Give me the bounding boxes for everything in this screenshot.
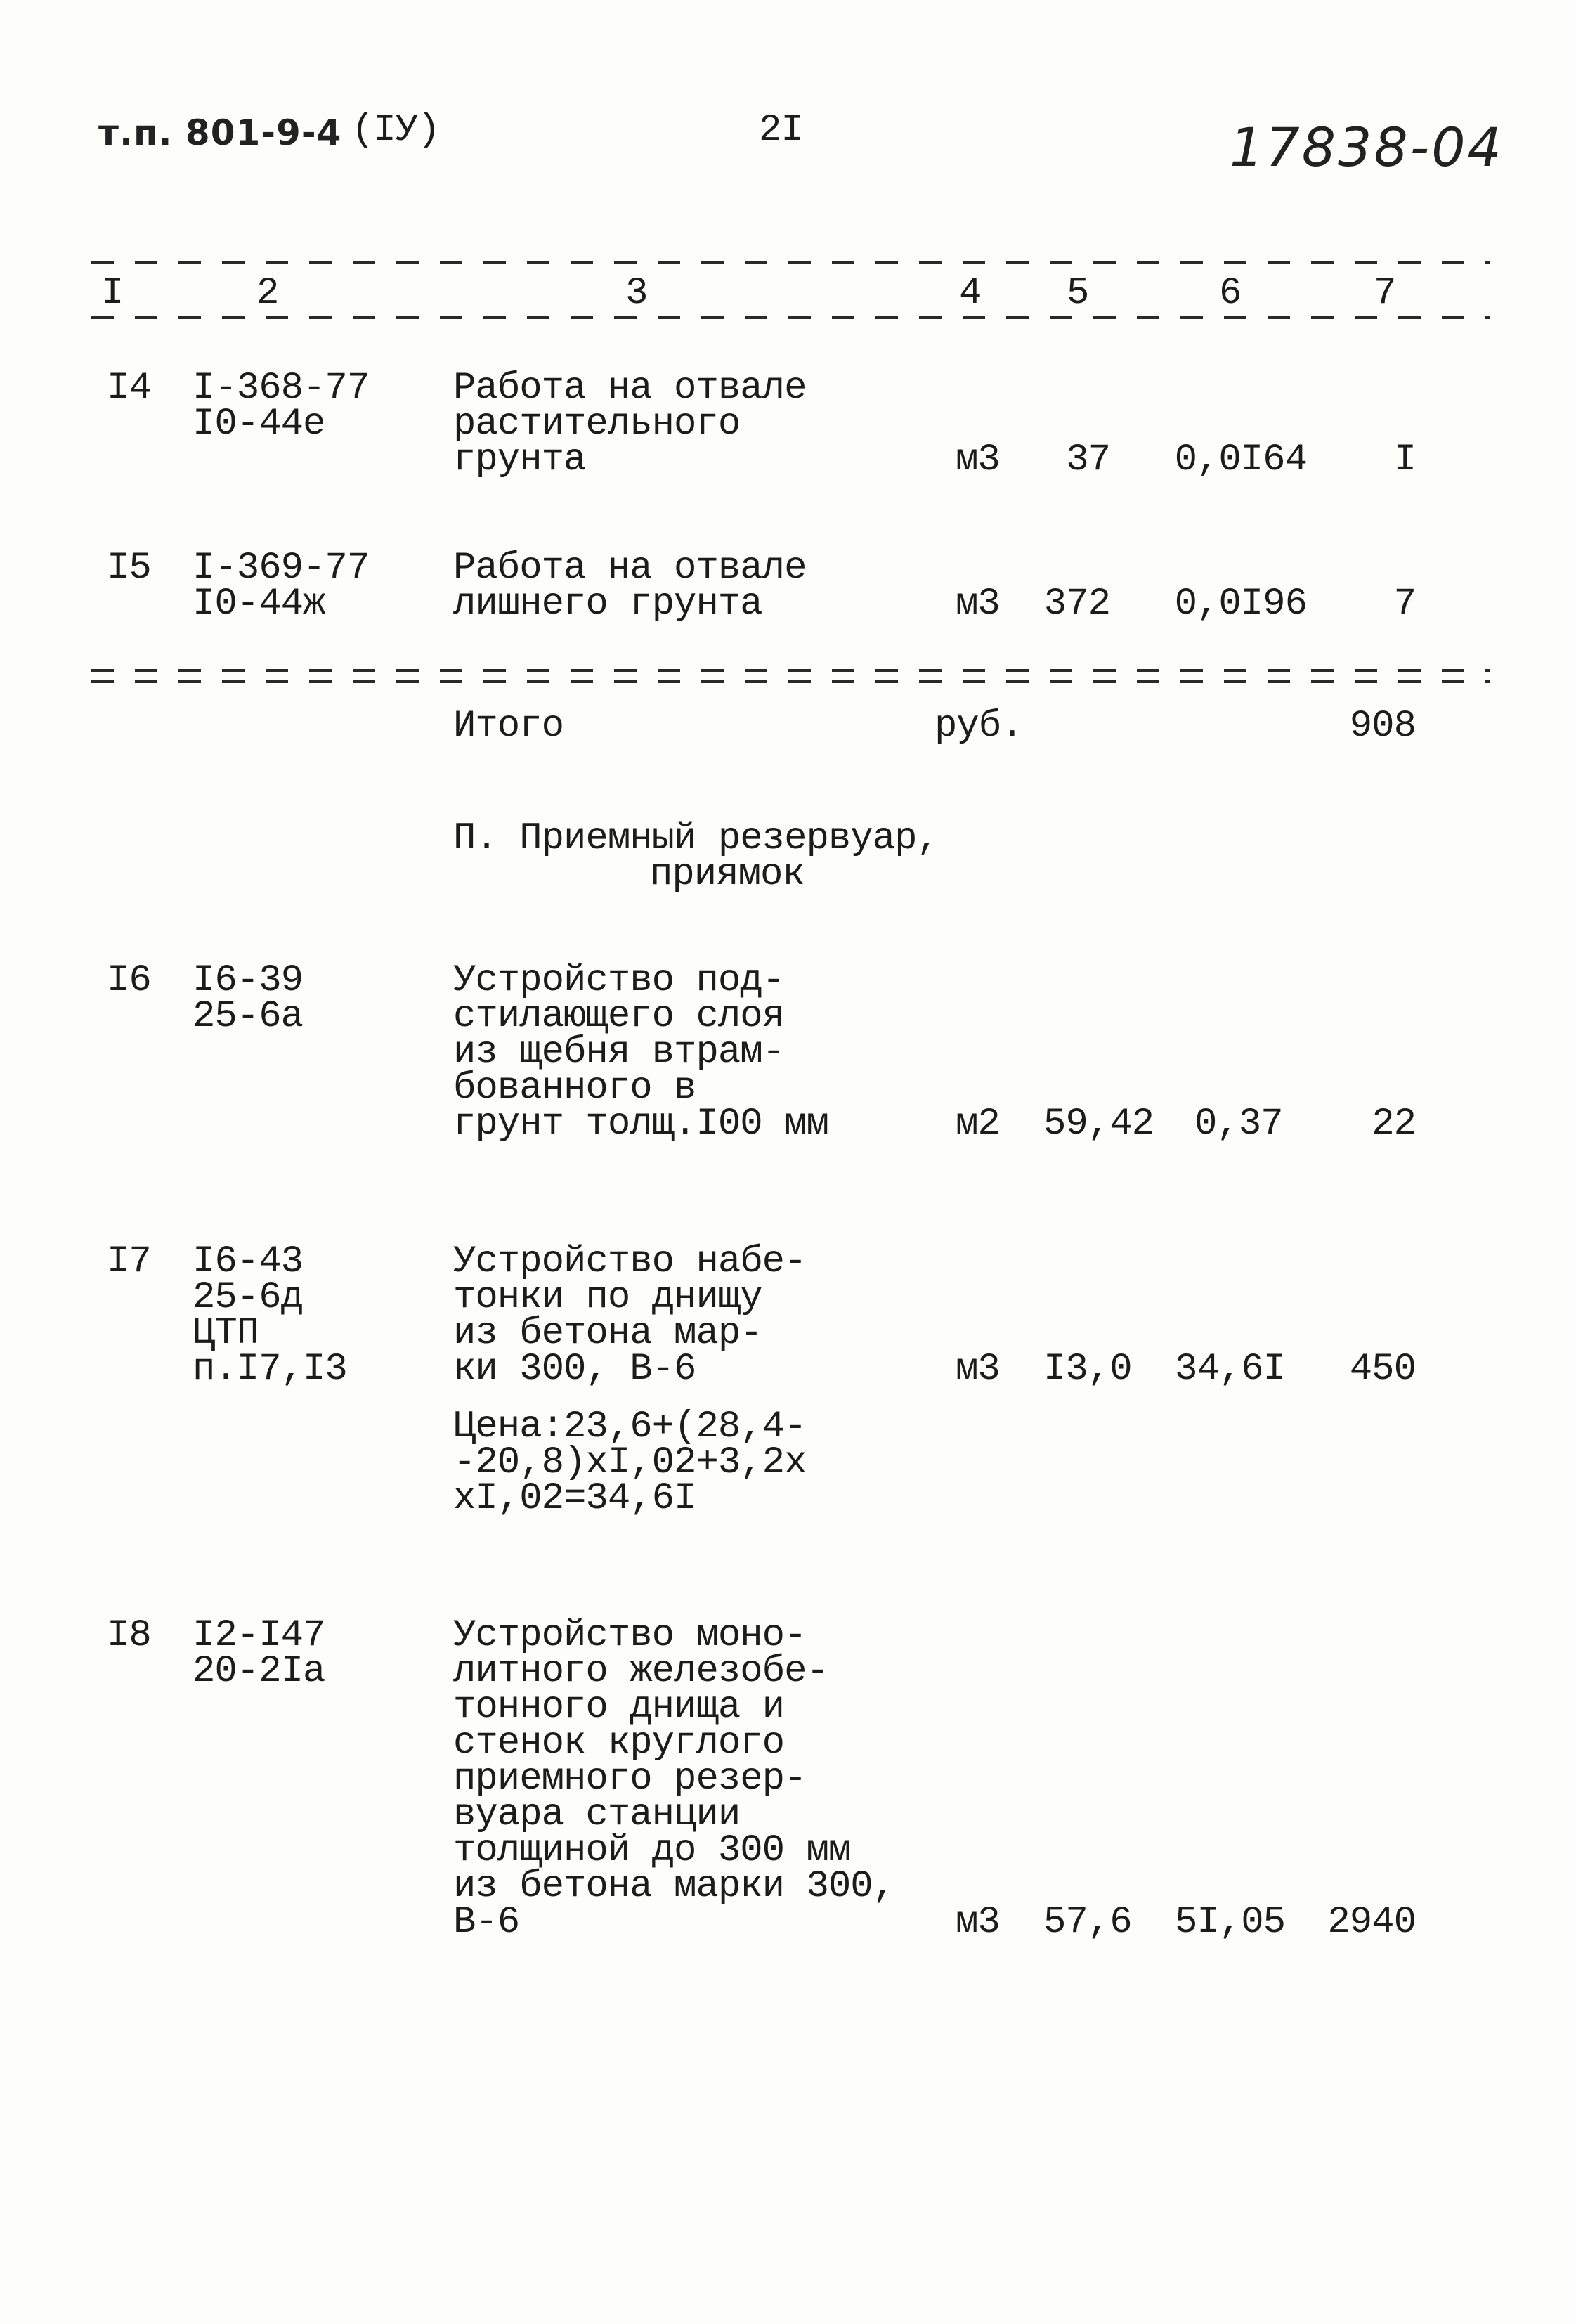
row-total: 22 <box>1372 1103 1416 1145</box>
doc-part: (IУ) <box>351 109 440 152</box>
row-total: I <box>1393 439 1416 481</box>
row-unit-price: 0,0I64 <box>1174 439 1307 481</box>
row-quantity: 372 <box>1043 583 1110 625</box>
row-unit-price: 34,6I <box>1175 1348 1286 1391</box>
row-number: I6 <box>107 959 151 1002</box>
column-header-6: 6 <box>1219 272 1242 315</box>
section-title: приямок <box>650 853 805 896</box>
row-code: I2-I47 <box>193 1614 325 1657</box>
subtotal-unit: руб. <box>934 705 1023 748</box>
row-total: 450 <box>1349 1348 1416 1391</box>
column-header-3: 3 <box>625 272 648 315</box>
subtotal-label: Итого <box>453 705 564 748</box>
row-unit: м3 <box>956 1348 1000 1391</box>
row-description: В-6 <box>453 1901 520 1944</box>
row-unit: м3 <box>956 1901 1000 1944</box>
row-description: Устройство под- <box>453 959 785 1002</box>
column-header-4: 4 <box>959 272 982 315</box>
row-description: растительного <box>453 403 741 446</box>
row-unit-price: 0,0I96 <box>1174 583 1307 625</box>
row-quantity: 59,42 <box>1043 1103 1154 1145</box>
row-unit: м2 <box>956 1103 1000 1145</box>
subtotal-rule <box>91 669 1490 672</box>
column-header-5: 5 <box>1067 272 1089 315</box>
row-number: I4 <box>107 367 151 410</box>
row-code: I0-44ж <box>193 583 325 625</box>
row-unit: м3 <box>956 583 1000 625</box>
column-header-7: 7 <box>1374 272 1396 315</box>
row-code: п.I7,I3 <box>193 1348 347 1391</box>
row-description: бованного в <box>453 1067 696 1110</box>
row-unit-price: 5I,05 <box>1175 1901 1286 1944</box>
archive-number: 17838-04 <box>1230 116 1504 178</box>
row-code: I6-39 <box>193 959 304 1002</box>
row-description: тонки по днищу <box>453 1276 762 1319</box>
row-code: I6-43 <box>193 1240 304 1283</box>
doc-ref: т.п. 801-9-4 <box>98 112 342 153</box>
row-description: лишнего грунта <box>453 583 762 625</box>
row-description: грунт толщ.I00 мм <box>453 1103 828 1145</box>
row-code: 25-6д <box>193 1276 304 1319</box>
header-top-rule <box>91 261 1490 264</box>
row-description: литного железобе- <box>453 1650 828 1693</box>
row-description: вуара станции <box>453 1793 741 1836</box>
row-unit-price: 0,37 <box>1194 1103 1283 1145</box>
subtotal-rule <box>91 680 1490 683</box>
row-description: грунта <box>453 439 586 481</box>
row-number: I5 <box>107 547 151 590</box>
subtotal-total: 908 <box>1349 705 1416 748</box>
price-calculation-note: хI,02=34,6I <box>453 1477 696 1520</box>
row-description: толщиной до 300 мм <box>453 1829 851 1872</box>
price-calculation-note: -20,8)хI,02+3,2х <box>453 1441 807 1484</box>
row-quantity: 37 <box>1066 439 1110 481</box>
row-code: ЦТП <box>193 1312 259 1355</box>
row-number: I7 <box>107 1240 151 1283</box>
row-quantity: 57,6 <box>1043 1901 1132 1944</box>
row-code: I-368-77 <box>193 367 370 410</box>
row-code: I0-44е <box>193 403 325 446</box>
row-code: 25-6а <box>193 995 304 1038</box>
row-description: ки 300, В-6 <box>453 1348 696 1391</box>
row-description: из щебня втрам- <box>453 1031 785 1074</box>
column-header-2: 2 <box>256 272 279 315</box>
row-description: Устройство моно- <box>453 1614 807 1657</box>
page-number: 2I <box>759 109 803 152</box>
column-header-1: I <box>101 272 124 315</box>
row-description: из бетона марки 300, <box>453 1865 895 1908</box>
section-title: П. Приемный резервуар, <box>453 817 939 860</box>
row-description: стенок круглого <box>453 1722 785 1765</box>
row-code: I-369-77 <box>193 547 370 590</box>
row-total: 7 <box>1393 583 1416 625</box>
row-number: I8 <box>107 1614 151 1657</box>
row-description: стилающего слоя <box>453 995 785 1038</box>
header-bottom-rule <box>91 316 1490 319</box>
price-calculation-note: Цена:23,6+(28,4- <box>453 1406 807 1448</box>
row-description: Работа на отвале <box>453 367 807 410</box>
row-total: 2940 <box>1327 1901 1416 1944</box>
row-quantity: I3,0 <box>1043 1348 1132 1391</box>
row-description: Устройство набе- <box>453 1240 807 1283</box>
row-description: Работа на отвале <box>453 547 807 590</box>
row-description: тонного днища и <box>453 1686 785 1729</box>
row-code: 20-2Iа <box>193 1650 325 1693</box>
row-description: приемного резер- <box>453 1758 807 1800</box>
row-description: из бетона мар- <box>453 1312 762 1355</box>
row-unit: м3 <box>956 439 1000 481</box>
